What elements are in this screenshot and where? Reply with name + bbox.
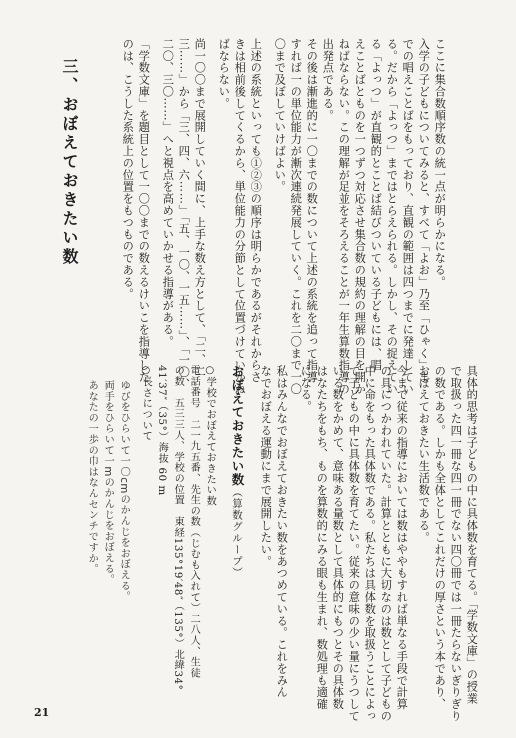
text-column: おぼえておきたい生活数である。 <box>417 365 431 544</box>
text-column: すれば一の単位能力が漸次連続発展していく。これを二〇まで一〇 <box>289 38 303 395</box>
text-column: の数である。しかも全体としてこれだけの厚さという本であり、 <box>433 365 447 711</box>
text-column: になる。 <box>299 365 313 413</box>
text-column: はなたちをもち、ものを算数的にみる眼も生まれ、数処理も適確 <box>315 365 329 711</box>
text-column: 二〇、三〇……」へと視点を高めていかせる指導がある。 <box>161 38 175 348</box>
text-column: で取扱った四一冊な四一冊でない四〇冊では一冊たらないぎりぎり <box>449 365 463 722</box>
section-heading: 三、おぼえておきたい数 <box>60 58 79 267</box>
text-column: なでおぼえる運動にまで展開したい。 <box>259 365 273 568</box>
handwritten-line: ゆびをひらいて一〇cmのかんじをおぼえる。 <box>118 380 130 602</box>
list-item: ○長さについて <box>140 365 152 442</box>
text-column: 具体的思考は子どもの中に具体数を育てる。「学数文庫」の授業 <box>465 365 479 705</box>
sub-heading-group: （算数グループ） <box>231 486 243 579</box>
text-column: 入学の子どもについてみると、すべて「よお」乃至「ひゃく」ま <box>417 38 431 384</box>
text-column: る「よっつ」が直観的とことば結びついている子どもには、唱 <box>369 38 383 372</box>
text-column: いる数をかめて、意味ある量数として具体的にもつとその具体数 <box>331 365 345 711</box>
text-column: その後は漸進的に一〇までの数について上述の系統を追って指導 <box>305 38 319 384</box>
text-column: 出発点である。 <box>321 38 335 122</box>
list-item: の数 五三三人、学校の位置 東経135°19′48″（135°）北緯34° <box>172 365 184 691</box>
text-column: る。だから「よっつ」まではとらえられる。しかし、その捉えてい <box>385 38 399 395</box>
text-column: 私はみんなでおぼえておきたい数をあつめている。これをみん <box>275 365 289 699</box>
text-column: 今まで従来の指導においては数はややもすれば単なる手段で計算 <box>395 365 409 711</box>
sub-heading-title: おぼえておきたい数 <box>230 365 245 487</box>
text-column: 三……」から「三、四、六……」「五、一〇、一五……」、「一〇、 <box>177 38 191 390</box>
text-column: での唱えことばをもっており、直観の範囲は四つまでに発達してい <box>401 38 415 395</box>
text-column: ばならない。 <box>217 38 231 110</box>
text-column: の具につかわれていた。計算とともに大切なのは数として子どもの <box>379 365 393 722</box>
text-column: えことばとものを一つずつ対応させ集合数の規約の理解の目を開か <box>353 38 367 395</box>
list-item: 電話番号 二一九五番、先生の数（じむも入れて）二八人、生徒 <box>188 365 200 679</box>
handwritten-line: 両手をひらいて一mのかんじをおぼえる。 <box>102 380 114 585</box>
text-column: ねばならない。この理解が足並をそろえることが一年生算数指導の <box>337 38 351 395</box>
text-column: 尚一〇〇まで展開していく間に、上手な数え方として、「二、二 <box>193 38 207 378</box>
text-column: て子どもの中に具体数を育てたい。従来の意味の少い量にうつして <box>347 365 361 722</box>
text-column: のは、こうした系統上の位置をもつものである。 <box>121 38 135 300</box>
text-column: 中に命をもった具体数である。私たちは具体数を取扱うことによっ <box>363 365 377 722</box>
text-column: きは相前後してくるから、単位能力の分節として位置づけていかね <box>233 38 247 395</box>
text-column: 上述の系統といっても①②③の順序は明らかであるがそれからさ <box>249 38 263 384</box>
text-column: ここに集合数順序数の統一点が明らかになる。 <box>433 38 447 288</box>
list-item: 41′37″（35°）海抜 60 m <box>156 365 168 496</box>
sub-heading <box>228 365 246 579</box>
text-column: 「学数文庫」を題目として一〇〇までの数えるけいこを指導した <box>137 38 151 384</box>
text-column: 〇まで及ぼしていけばよい。 <box>273 38 287 193</box>
handwritten-line: あなたの一歩の巾はなんセンチですか。 <box>86 380 98 575</box>
page-number: 21 <box>34 706 50 719</box>
list-item: ○学校でおぼえておきたい数 <box>204 365 216 507</box>
